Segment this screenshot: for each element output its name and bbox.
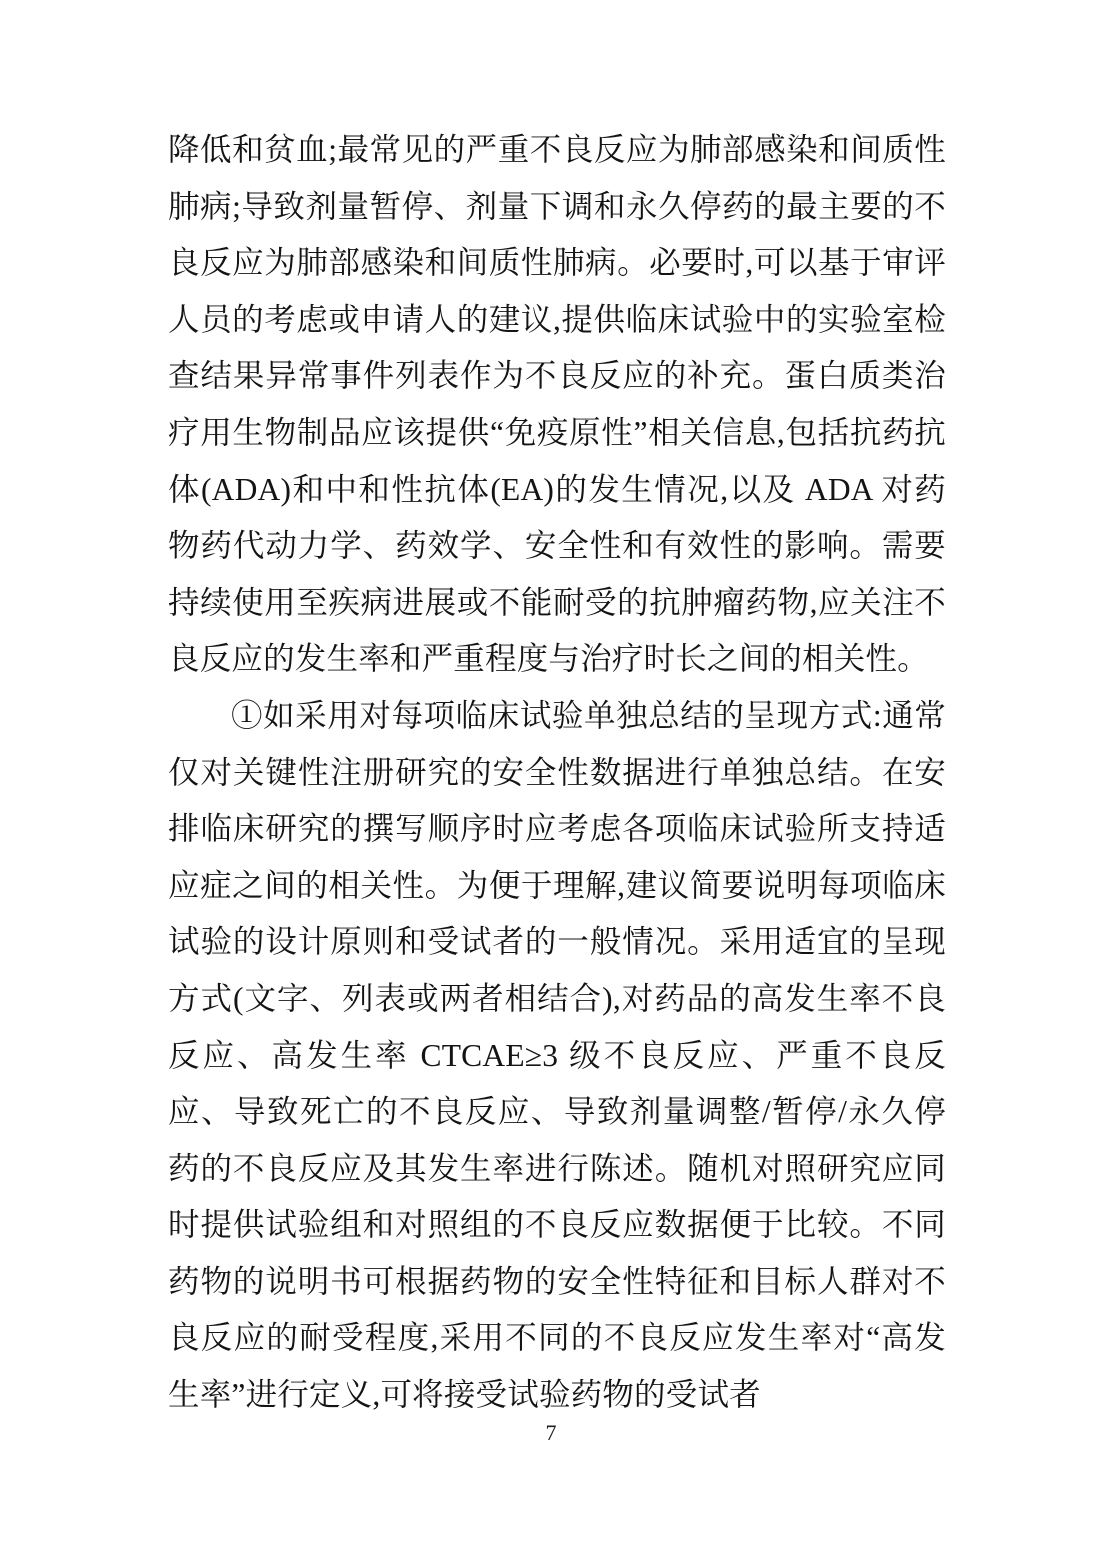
- paragraph-continuation: 降低和贫血;最常见的严重不良反应为肺部感染和间质性肺病;导致剂量暂停、剂量下调和永久停药的最主要的不良反应为肺部感染和间质性肺病。必要时,可以基于审评人员的考虑或申请人的建议,提供临床试验中的实验室检查结果异常事件列表作为不良反应的补充。蛋白质类治疗用生物制品应该提供“免疫原性”相关信息,包括抗药抗体(ADA)和中和性抗体(EA)的发生情况,以及 ADA 对药物药代动力学、药效学、安全性和有效性的影响。需要持续使用至疾病进展或不能耐受的抗肿瘤药物,应关注不良反应的发生率和严重程度与治疗时长之间的相关性。: [168, 132, 946, 677]
- page-body-text: [168, 122, 946, 1424]
- page-number: 7: [545, 1420, 557, 1445]
- paragraph-item-1: ①如采用对每项临床试验单独总结的呈现方式:通常仅对关键性注册研究的安全性数据进行单独总结。在安排临床研究的撰写顺序时应考虑各项临床试验所支持适应症之间的相关性。为便于理解,建议简要说明每项临床试验的设计原则和受试者的一般情况。采用适宜的呈现方式(文字、列表或两者相结合),对药品的高发生率不良反应、高发生率 CTCAE≥3 级不良反应、严重不良反应、导致死亡的不良反应、导致剂量调整/暂停/永久停药的不良反应及其发生率进行陈述。随机对照研究应同时提供试验组和对照组的不良反应数据便于比较。不同药物的说明书可根据药物的安全性特征和目标人群对不良反应的耐受程度,采用不同的不良反应发生率对“高发生率”进行定义,可将接受试验药物的受试者: [168, 697, 946, 1413]
